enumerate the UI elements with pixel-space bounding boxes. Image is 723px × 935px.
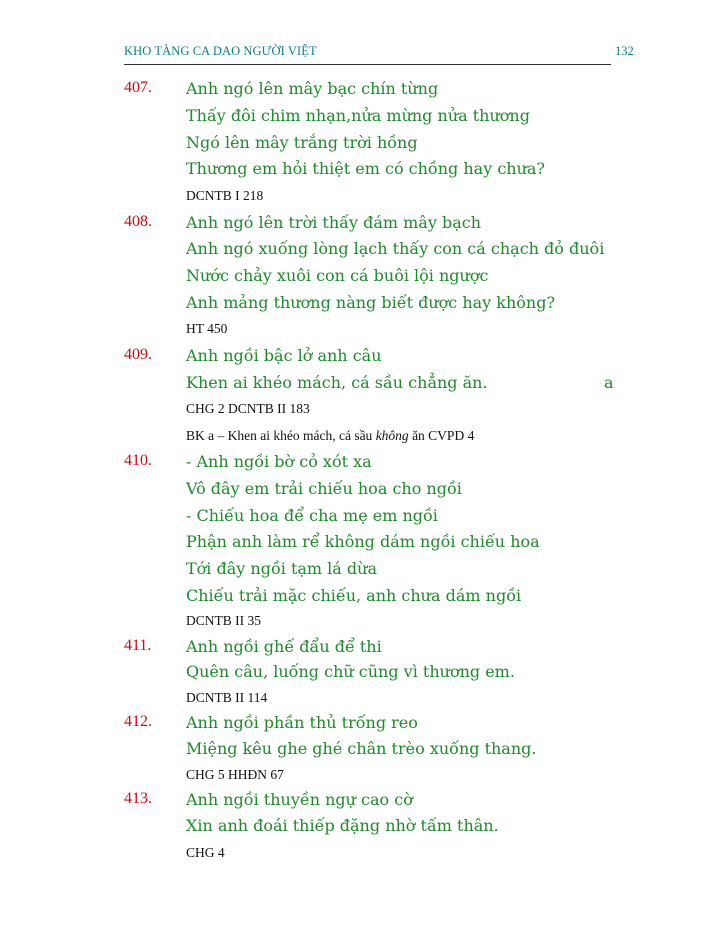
source-ref: HT 450 [186, 321, 228, 336]
verse-line: - Chiếu hoa để cha mẹ em ngồi [186, 506, 438, 525]
source-ref: CHG 2 DCNTB II 183 [186, 401, 310, 416]
source-ref: CHG 4 [186, 845, 225, 860]
verse-line: Anh ngó lên trời thấy đám mây bạch [186, 213, 481, 232]
entry-number: 412. [124, 713, 152, 730]
verse-line: Khen ai khéo mách, cá sầu chẳng ăn. [186, 373, 488, 392]
verse-line: Anh ngó lên mây bạc chín từng [186, 79, 439, 98]
running-header [124, 44, 611, 65]
entry-number: 413. [124, 790, 152, 807]
verse-line: Anh ngó xuống lòng lạch thấy con cá chạch đỏ đuôi [186, 239, 605, 258]
verse-line: Miệng kêu ghe ghé chân trèo xuống thang. [186, 739, 537, 758]
header-title: KHO TÀNG CA DAO NGƯỜI VIỆT [124, 44, 317, 58]
verse-line: Anh ngồi phần thủ trống reo [186, 713, 418, 732]
verse-line: Quên câu, luống chữ cũng vì thương em. [186, 662, 515, 681]
verse-line: Chiếu trải mặc chiếu, anh chưa dám ngồi [186, 586, 522, 605]
verse-line: Xin anh đoái thiếp đặng nhờ tấm thân. [186, 816, 499, 835]
verse-line: Nước chảy xuôi con cá buôi lội ngược [186, 266, 489, 285]
variant-note: BK a – Khen ai khéo mách, cá sầu không ăn CVPD 4 [186, 428, 475, 443]
entry-number: 410. [124, 452, 152, 469]
verse-line: - Anh ngồi bờ cỏ xót xa [186, 452, 372, 471]
verse-line: Anh ngồi bậc lở anh câu [186, 346, 382, 365]
source-ref: DCNTB I 218 [186, 188, 264, 203]
margin-mark: a [604, 373, 614, 392]
page-number: 132 [615, 44, 634, 58]
verse-line: Tới đây ngồi tạm lá dừa [186, 559, 378, 578]
verse-line: Anh mảng thương nàng biết được hay không? [186, 293, 556, 312]
entry-number: 407. [124, 79, 152, 96]
entry-number: 411. [124, 637, 152, 654]
source-ref: DCNTB II 114 [186, 690, 268, 705]
source-ref: DCNTB II 35 [186, 613, 261, 628]
verse-line: Thấy đôi chim nhạn,nửa mừng nửa thương [186, 106, 530, 125]
verse-line: Phận anh làm rể không dám ngồi chiếu hoa [186, 532, 540, 551]
entry-number: 409. [124, 346, 152, 363]
verse-line: Ngó lên mây trắng trời hồng [186, 133, 418, 152]
verse-line: Anh ngồi thuyền ngự cao cờ [186, 790, 413, 809]
source-ref: CHG 5 HHĐN 67 [186, 767, 284, 782]
entry-number: 408. [124, 213, 152, 230]
verse-line: Anh ngồi ghế đẩu để thi [186, 637, 382, 656]
verse-line: Thương em hỏi thiệt em có chồng hay chưa? [186, 159, 545, 178]
verse-line: Vô đây em trải chiếu hoa cho ngồi [186, 479, 462, 498]
